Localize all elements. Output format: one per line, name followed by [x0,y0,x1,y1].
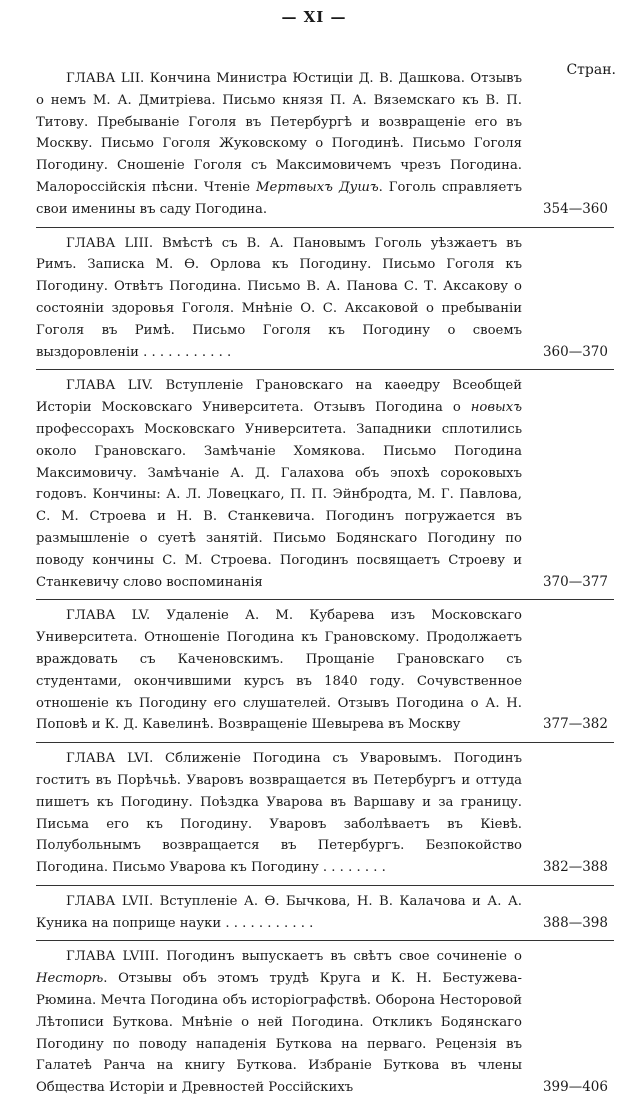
page-range: 354—360 [542,200,608,217]
toc-entry [36,605,614,736]
divider [36,885,614,886]
chapter-title: ГЛАВА LIII. [66,235,154,251]
chapter-title: ГЛАВА LII. [66,71,145,86]
divider [36,940,614,941]
page-range: 360—370 [542,343,608,360]
chapter-title: ГЛАВА LIV. [66,378,154,394]
page-range: 377—382 [542,716,608,733]
toc-entry [36,748,614,879]
entry-text: ГЛАВА LIV. Вступленіе Грановскаго на каѳедру Всеобщей Исторіи Московскаго Университета. Отзывъ Погодина о новыхъ профессорахъ Московскаго Университета. Западники сплотились около Грановскаго. Замѣчаніе Хомякова. Письмо Погодина Максимовичу. Замѣчаніе А. Д. Галахова объ эпохѣ сороковыхъ годовъ. Кончины: А. Л. Ловецкаго, П. П. Эйнбродта, М. Г. Павлова, С. М. Строева и Н. В. Станкевича. Погодинъ погружается въ размышленіе о суетѣ занятій. Письмо Бодянскаго Погодину по поводу кончины С. М. Строева. Погодинъ посвящаетъ Строеву и Станкевичу слово воспоминанія [36,378,522,590]
page-range: 388—398 [542,914,608,931]
toc-entry [36,891,614,935]
toc-entry [36,68,614,221]
page-range: 370—377 [542,573,608,590]
chapter-title: ГЛАВА LV. [66,608,151,624]
divider [36,369,614,370]
toc-entry [36,233,614,364]
chapter-title: ГЛАВА LVIII. [66,949,160,965]
page-range: 382—388 [542,859,608,876]
divider [36,227,614,228]
entry-text: ГЛАВА LVIII. Погодинъ выпускаетъ въ свѣтъ свое сочиненіе о Несторѣ. Отзывы объ этомъ трудѣ Круга и К. Н. Бестужева-Рюмина. Мечта Погодина объ исторіографствѣ. Оборона Несторовой Лѣтописи Бутковa. Мнѣніе о ней Погодина. Откликъ Бодянскаго Погодину по поводу нападенія Буткова на перваго. Рецензія въ Галатеѣ Рaнча на книгу Буткова. Избраніе Буткова въ члены Общества Исторіи и Древностей Россійскихъ [36,949,522,1096]
toc-entry [36,946,614,1099]
page-range: 399—406 [542,1079,608,1096]
entry-text: ГЛАВА LII. Кончина Министра Юстиціи Д. В. Дашкова. Отзывъ о немъ М. А. Дмитріева. Письмо князя П. А. Вяземскаго къ В. П. Титову. Пребываніе Гоголя въ Петербургѣ и возвращеніе его въ Москву. Письмо Гоголя Жуковскому о Погодинѣ. Письмо Гоголя Погодину. Сношеніе Гоголя съ Максимовичемъ чрезъ Погодина. Малороссійскія пѣсни. Чтеніе Мертвыхъ Душъ. Гоголь справляетъ свои именины въ саду Погодина. [36,71,522,217]
entry-text: ГЛАВА LIII. Вмѣстѣ съ В. А. Пановымъ Гоголь уѣзжаетъ въ Римъ. Записка М. Ѳ. Орлова къ Погодину. Письмо Гоголя къ Погодину. Отвѣтъ Погодина. Письмо В. А. Панова С. Т. Аксакову о состояніи здоровья Гоголя. Мнѣніе О. С. Аксаковой о пребываніи Гоголя въ Римѣ. Письмо Гоголя къ Погодину о своемъ выздоровленіи . . . . . . . . . . . [36,235,522,360]
divider [36,599,614,600]
divider [36,742,614,743]
chapter-title: ГЛАВА LVII. [66,893,154,909]
table-of-contents [36,68,614,1099]
chapter-title: ГЛАВА LVI. [66,751,154,767]
toc-entry [36,375,614,593]
entry-text: ГЛАВА LVII. Вступленіе А. Ѳ. Бычкова, Н. В. Калачова и А. А. Куника на поприще науки . . . . . . . . . . . [36,893,523,931]
page-number: — XI — [281,8,347,26]
entry-text: ГЛАВА LVI. Сближеніе Погодина съ Уваровымъ. Погодинъ гоститъ въ Порѣчьѣ. Уваровъ возвращается въ Петербургъ и оттуда пишетъ къ Погодину. Поѣздка Уварова въ Варшаву и за границу. Письма его къ Погодину. Уваровъ заболѣваетъ въ Кіевѣ. Полубольнымъ возвращается въ Петербургъ. Безпокойство Погодина. Письмо Уварова къ Погодину . . . . . . . . [36,751,522,876]
pages-column-label: Стран. [566,62,616,78]
entry-text: ГЛАВА LV. Удаленіе А. М. Кубарева изъ Московскаго Университета. Отношеніе Погодина къ Грановскому. Продолжаетъ враждовать съ Каченовскимъ. Прощаніе Грановскаго съ студентами, окончившими курсъ въ 1840 году. Сочувственное отношеніе къ Погодину его слушателей. Отзывъ Погодина о А. Н. Поповѣ и К. Д. Кавелинѣ. Возвращеніе Шевырева въ Москву [36,608,522,733]
